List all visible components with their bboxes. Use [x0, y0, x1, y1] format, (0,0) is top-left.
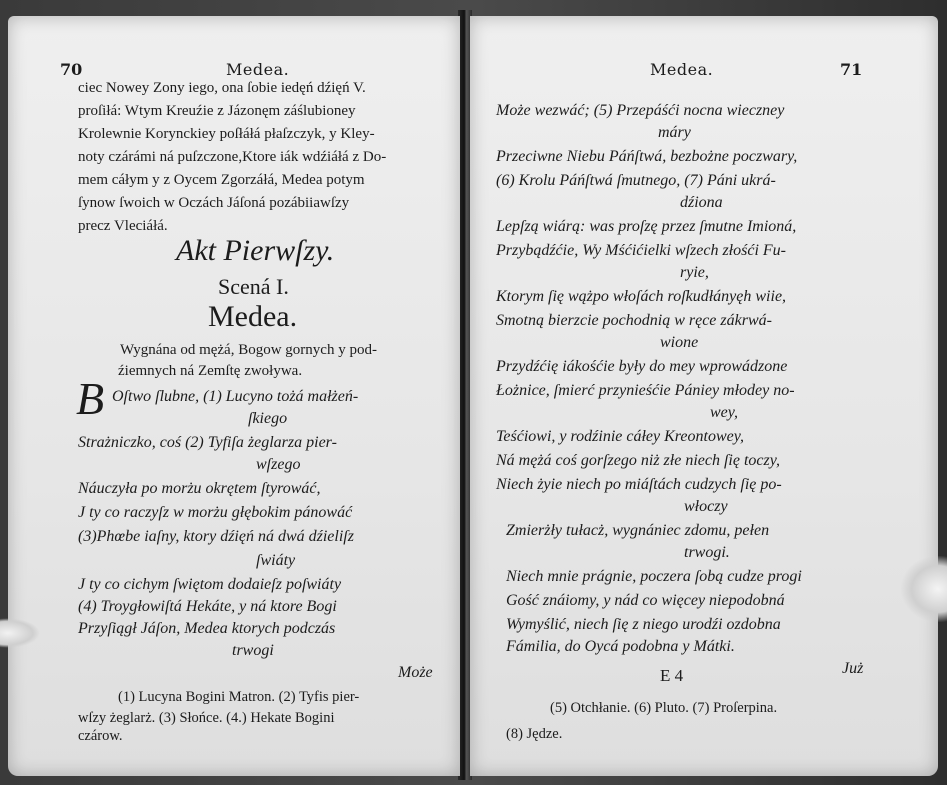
catchword: Już	[842, 660, 864, 677]
intro-line: precz Vleciáłá.	[78, 218, 168, 234]
verse-line: Przybądźćie, Wy Mśćićielki wſzech złośći Fu-	[496, 242, 786, 259]
verse-line: Gość znáiomy, y nád co więcey niepodobná	[506, 592, 785, 609]
verse-line: trwogi	[232, 642, 274, 659]
intro-line: noty czárámi ná puſzczone,Ktore iák wdźiáłá z Do-	[78, 149, 387, 165]
verse-line: Wymyślić, niech ſię z niego urodźi ozdobna	[506, 616, 781, 633]
right-page-number: 71	[840, 60, 863, 79]
verse-line: wey,	[710, 404, 738, 421]
verse-line: Náuczyła po morżu okrętem ſtyrowáć,	[78, 480, 321, 497]
verse-line: J ty co raczyſz w morżu głębokim pánowáć	[78, 504, 353, 521]
right-page-clip	[901, 556, 947, 622]
verse-line: Oſtwo ſlubne, (1) Lucyno tożá małżeń-	[112, 388, 359, 405]
verse-line: Może wezwáć; (5) Przepáśći nocna wieczney	[496, 102, 785, 119]
verse-line: ſkiego	[248, 410, 288, 427]
stage-direction: źiemnych ná Zemſtę zwoływa.	[118, 363, 303, 379]
left-page-number: 70	[60, 60, 83, 79]
verse-line: Przydźćię iákośćie były do mey wprowádzone	[496, 358, 788, 375]
verse-line: trwogi.	[684, 544, 730, 561]
character-title: Medea.	[208, 300, 298, 333]
intro-line: Krolewnie Korynckiey poſłáłá płaſzczyk, y Kley-	[78, 126, 375, 142]
left-running-head: Medea.	[226, 60, 290, 79]
verse-line: włoczy	[684, 498, 728, 515]
verse-line: (3)Phœbe iaſny, ktory dźięń ná dwá dźieliſz	[78, 528, 354, 545]
left-page-clip	[0, 618, 40, 648]
drop-cap: B	[76, 373, 105, 424]
verse-line: Ktorym ſię wążpo włoſách roſkudłányęh wiie,	[496, 288, 787, 305]
verse-line: (4) Troygłowiſtá Hekáte, y ná ktore Bogi	[78, 598, 337, 615]
verse-line: ryie,	[680, 264, 709, 281]
right-running-head: Medea.	[650, 60, 714, 79]
verse-line: wione	[660, 334, 699, 351]
intro-line: mem cáłym y z Oycem Zgorzáłá, Medea potym	[78, 172, 365, 188]
verse-line: dźiona	[680, 194, 723, 211]
footnote-line: (8) Jędze.	[506, 726, 563, 742]
verse-line: Fámilia, do Oycá podobna y Mátki.	[506, 638, 735, 655]
verse-line: Przyſiągł Jáſon, Medea ktorych podczás	[78, 620, 336, 637]
footnote-line: czárow.	[78, 728, 123, 744]
left-page	[8, 16, 460, 776]
verse-line: Ná mężá coś gorſzego niż złe niech ſię toczy,	[496, 452, 780, 469]
act-title: Akt Pierwſzy.	[176, 234, 335, 267]
footnote-line: (1) Lucyna Bogini Matron. (2) Tyfis pier-	[118, 689, 360, 705]
intro-line: ſynow ſwoich w Oczách Jáſoná pozábiiawſzy	[78, 195, 350, 211]
verse-line: Teśćiowi, y rodźinie cáłey Kreontowey,	[496, 428, 744, 445]
right-page	[470, 16, 938, 776]
stage-direction: Wygnána od mężá, Bogow gornych y pod-	[120, 342, 377, 358]
intro-line: ciec Nowey Zony iego, ona ſobie iedęń dźięń V.	[78, 80, 366, 96]
catchword: Może	[398, 664, 433, 681]
verse-line: Niech żyie niech po miáſtách cudzych ſię po-	[496, 476, 782, 493]
verse-line: J ty co cichym ſwiętom dodaieſz poſwiáty	[78, 576, 342, 593]
verse-line: Łożnice, ſmierć przynieśćie Pániey młodey no-	[496, 382, 795, 399]
verse-line: ſwiáty	[256, 552, 296, 569]
verse-line: máry	[658, 124, 691, 141]
verse-line: Strażniczko, coś (2) Tyfiſa żeglarza pier-	[78, 434, 337, 451]
footnote-line: wſzy żeglarż. (3) Słońce. (4.) Hekate Bogini	[78, 710, 335, 726]
signature-mark: E 4	[660, 666, 684, 685]
verse-line: Niech mnie prágnie, poczera ſobą cudze progi	[506, 568, 802, 585]
verse-line: wſzego	[256, 456, 301, 473]
verse-line: Lepſzą wiárą: was proſzę przez ſmutne Imioná,	[496, 218, 797, 235]
verse-line: (6) Krolu Páńſtwá ſmutnego, (7) Páni ukrá-	[496, 172, 776, 189]
verse-line: Zmierżły tułacż, wygnániec zdomu, pełen	[506, 522, 770, 539]
intro-line: proſiłá: Wtym Kreuźie z Jázonęm záślubioney	[78, 103, 356, 119]
verse-line: Przeciwne Niebu Páńſtwá, bezbożne poczwary,	[496, 148, 798, 165]
scene-title: Scená I.	[218, 274, 289, 299]
verse-line: Smotną bierzcie pochodnią w ręce zákrwá-	[496, 312, 772, 329]
footnote-line: (5) Otchłanie. (6) Pluto. (7) Proſerpina.	[550, 700, 778, 716]
